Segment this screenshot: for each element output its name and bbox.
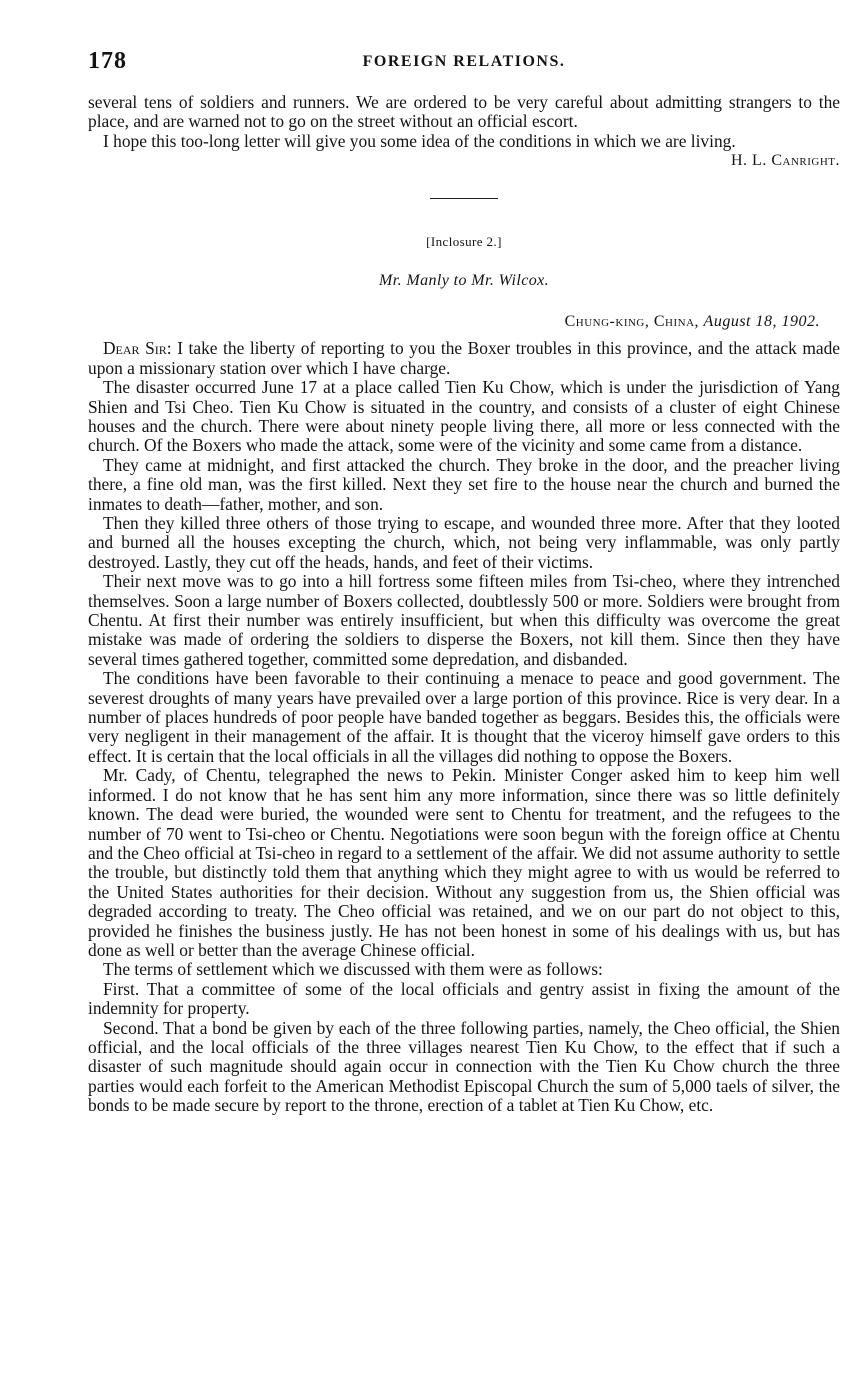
- letter2-paragraph: First. That a committee of some of the local officials and gentry assist in fixing the amount of the indemnity for property.: [88, 978, 840, 1019]
- letter2-paragraph: Mr. Cady, of Chentu, telegraphed the news to Pekin. Minister Conger asked him to keep him well informed. I do not know that he has sent him any more information, since there was so little definitely known. The dead were buried, the wounded were sent to Chentu for treatment, and the refugees to the number of 70 went to Tsi-cheo or Chentu. Negotiations were soon begun with the foreign office at Chentu and the Cheo official at Tsi-cheo in regard to a settlement of the affair. We did not assume authority to settle the trouble, but distinctly told them that anything which they might agree to with us would be referred to the United States authorities for their decision. Without any suggestion from us, the Shien official was degraded according to treaty. The Cheo official was retained, and we on our part do not object to this, provided he finishes the business justly. He has not been honest in some of his dealings with us, but has done as well or better than the average Chinese official.: [88, 765, 840, 960]
- dateline: [88, 312, 820, 331]
- letter2-paragraph: Then they killed three others of those trying to escape, and wounded three more. After that they looted and burned all the houses excepting the church, which, not being very inflammable, was only partly destroyed. Lastly, they cut off the heads, hands, and feet of their victims.: [88, 513, 840, 572]
- letter1-paragraph: I hope this too-long letter will give you some idea of the conditions in which we are living.: [103, 130, 736, 151]
- letter2-paragraph: They came at midnight, and first attacked the church. They broke in the door, and the preacher living there, a fine old man, was the first killed. Next they set fire to the house near the church and burned the inmates to death—father, mother, and son.: [88, 454, 840, 514]
- section-divider: [430, 198, 498, 200]
- dateline-place: Chung-king, China,: [564, 312, 700, 330]
- letter-title: Mr. Manly to Mr. Wilcox.: [378, 271, 550, 289]
- running-title: FOREIGN RELATIONS.: [362, 53, 566, 70]
- inclosure-label: [Inclosure 2.]: [426, 234, 502, 250]
- letter2-paragraph-text: I take the liberty of reporting to you the Boxer troubles in this province, and the attack made upon a missionary station over which I have charge.: [88, 338, 840, 378]
- letter2-paragraph: Their next move was to go into a hill fortress some fifteen miles from Tsi-cheo, where they intrenched themselves. Soon a large number of Boxers collected, doubtlessly 500 or more. Soldiers were brought from Chentu. At first their number was entirely insufficient, but when this difficulty was overcome the great mistake was made of ordering the soldiers to disperse the Boxers, not kill them. Since then they have several times gathered together, committed some depredation, and disbanded.: [88, 571, 840, 669]
- dateline-date: August 18, 1902.: [703, 312, 820, 330]
- salutation: Dear Sir:: [103, 338, 172, 359]
- letter2-paragraph: Second. That a bond be given by each of the three following parties, namely, the Cheo official, the Shien official, and the local officials of the three villages nearest Tien Ku Chow, to the effect that if such a disaster of such magnitude should again occur in connection with the Tien Ku Chow church the three parties would each forfeit to the American Methodist Episcopal Church the sum of 5,000 taels of silver, the bonds to be made secure by report to the throne, erection of a tablet at Tien Ku Chow, etc.: [88, 1017, 840, 1116]
- signature: H. L. Canright.: [731, 152, 840, 170]
- letter2-paragraph: The terms of settlement which we discussed with them were as follows:: [103, 959, 603, 980]
- page-number: 178: [88, 48, 127, 74]
- letter1-paragraph: several tens of soldiers and runners. We are ordered to be very careful about admitting strangers to the place, and are warned not to go on the street without an official escort.: [88, 92, 840, 132]
- page-body: [88, 93, 840, 1116]
- letter2-paragraph: The conditions have been favorable to their continuing a menace to peace and good government. The severest droughts of many years have prevailed over a large portion of this province. Rice is very dear. In a number of places hundreds of poor people have banded together as beggars. Besides this, the officials were very negligent in their management of the affair. It is thought that the viceroy himself gave orders to this effect. It is certain that the local officials in all the villages did nothing to oppose the Boxers.: [88, 668, 840, 766]
- page-header: [88, 48, 840, 78]
- letter2-paragraph: The disaster occurred June 17 at a place called Tien Ku Chow, which is under the jurisdiction of Yang Shien and Tsi Cheo. Tien Ku Chow is situated in the country, and consists of a cluster of eight Chinese houses and the church. There were about ninety people living there, all more or less connected with the church. Of the Boxers who made the attack, some were of the vicinity and some came from a distance.: [88, 377, 840, 456]
- letter2-paragraph: [88, 339, 840, 378]
